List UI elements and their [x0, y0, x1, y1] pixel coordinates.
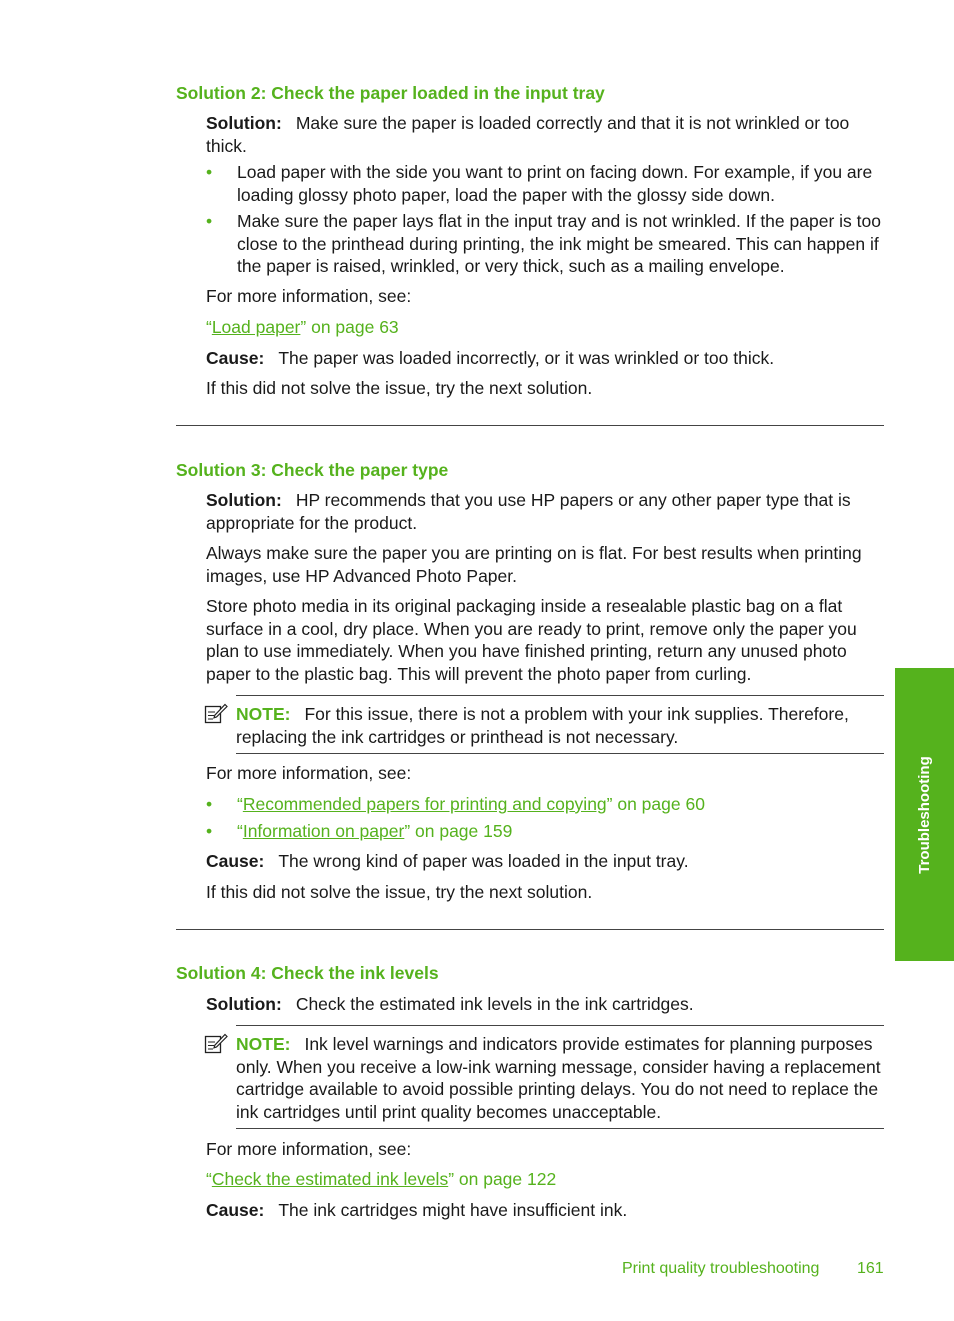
note-label: NOTE:: [236, 1034, 291, 1054]
more-info-text: For more information, see:: [206, 1139, 412, 1159]
note-bottom-rule: [236, 753, 884, 754]
information-on-paper-link[interactable]: Information on paper: [242, 821, 405, 841]
bullet-icon: •: [206, 821, 213, 841]
page-reference: ” on page 159: [404, 821, 513, 841]
check-ink-levels-link[interactable]: Check the estimated ink levels: [211, 1169, 449, 1189]
solution-text: HP recommends that you use HP papers or any other paper type that is appropriate for the product.: [206, 490, 851, 533]
next-solution-text: If this did not solve the issue, try the next solution.: [206, 378, 593, 398]
open-quote: “: [206, 1169, 212, 1189]
solution-label: Solution:: [206, 113, 282, 133]
footer-section-title: Print quality troubleshooting: [622, 1260, 820, 1277]
section-divider: [176, 929, 884, 930]
page-number: 161: [857, 1260, 884, 1277]
list-item: [206, 161, 886, 206]
solution-label: Solution:: [206, 490, 282, 510]
note-bottom-rule: [236, 1128, 884, 1129]
more-info-text: For more information, see:: [206, 286, 412, 306]
list-item: [206, 210, 886, 278]
section2-heading: Solution 2: Check the paper loaded in the input tray: [176, 83, 605, 103]
page-reference: ” on page 60: [606, 794, 705, 814]
section4-cause: [206, 1199, 886, 1222]
cause-label: Cause:: [206, 1200, 265, 1220]
section3-heading: Solution 3: Check the paper type: [176, 460, 449, 480]
section2-cause: [206, 347, 886, 370]
bullet-icon: •: [206, 794, 213, 814]
note-label: NOTE:: [236, 704, 291, 724]
next-solution-text: If this did not solve the issue, try the next solution.: [206, 882, 593, 902]
bullet-icon: •: [206, 211, 213, 231]
recommended-papers-link[interactable]: Recommended papers for printing and copying: [242, 794, 607, 814]
section2-solution: [206, 112, 886, 157]
page-reference: ” on page 63: [300, 317, 399, 337]
note-pencil-icon: [204, 1033, 228, 1055]
section4-heading: Solution 4: Check the ink levels: [176, 963, 439, 983]
load-paper-link[interactable]: Load paper: [211, 317, 301, 337]
section3-solution: [206, 489, 886, 534]
note-top-rule: [236, 1025, 884, 1026]
section4-solution: [206, 993, 886, 1016]
list-item: [206, 793, 886, 816]
note-pencil-icon: [204, 703, 228, 725]
note-box: [236, 703, 886, 748]
bullet-icon: •: [206, 162, 213, 182]
cause-text: The ink cartridges might have insufficient ink.: [278, 1200, 628, 1220]
solution-label: Solution:: [206, 994, 282, 1014]
note-top-rule: [236, 695, 884, 696]
side-tab-label: Troubleshooting: [915, 755, 933, 874]
paragraph: Always make sure the paper you are printing on is flat. For best results when printing images, use HP Advanced Photo Paper.: [206, 543, 862, 586]
list-item: [206, 820, 886, 843]
list-item-text: Load paper with the side you want to print on facing down. For example, if you are loading glossy photo paper, load the paper with the glossy side down.: [237, 162, 873, 205]
note-text: For this issue, there is not a problem with your ink supplies. Therefore, replacing the ink cartridges or printhead is not necessary.: [236, 704, 849, 747]
cause-text: The wrong kind of paper was loaded in the input tray.: [278, 851, 689, 871]
open-quote: “: [206, 317, 212, 337]
page-reference: ” on page 122: [448, 1169, 557, 1189]
more-info-text: For more information, see:: [206, 763, 412, 783]
open-quote: “: [237, 794, 243, 814]
solution-text: Check the estimated ink levels in the ink cartridges.: [295, 994, 694, 1014]
paragraph: Store photo media in its original packaging inside a resealable plastic bag on a flat surface in a cool, dry place. When you are ready to print, remove only the paper you plan to use immediately. When you have finished printing, return any unused photo paper to the plastic bag. This will prevent the photo paper from curling.: [206, 596, 857, 684]
open-quote: “: [237, 821, 243, 841]
cause-label: Cause:: [206, 851, 265, 871]
chapter-side-tab: [895, 668, 954, 961]
solution-text: Make sure the paper is loaded correctly and that it is not wrinkled or too thick.: [206, 113, 850, 156]
cross-reference: [206, 1168, 886, 1191]
note-box: [236, 1033, 886, 1123]
cause-label: Cause:: [206, 348, 265, 368]
list-item-text: Make sure the paper lays flat in the input tray and is not wrinkled. If the paper is too close to the printhead during printing, the ink might be smeared. This can happen if the paper is raised, wrinkled, or very thick, such as a mailing envelope.: [237, 211, 881, 276]
section-divider: [176, 425, 884, 426]
cross-reference: [206, 316, 886, 339]
section3-cause: [206, 850, 886, 873]
note-text: Ink level warnings and indicators provide estimates for planning purposes only. When you receive a low-ink warning message, consider having a replacement cartridge available to avoid possible printing delays. You do not need to replace the ink cartridges until print quality becomes unacceptable.: [236, 1034, 881, 1122]
cause-text: The paper was loaded incorrectly, or it was wrinkled or too thick.: [278, 348, 775, 368]
